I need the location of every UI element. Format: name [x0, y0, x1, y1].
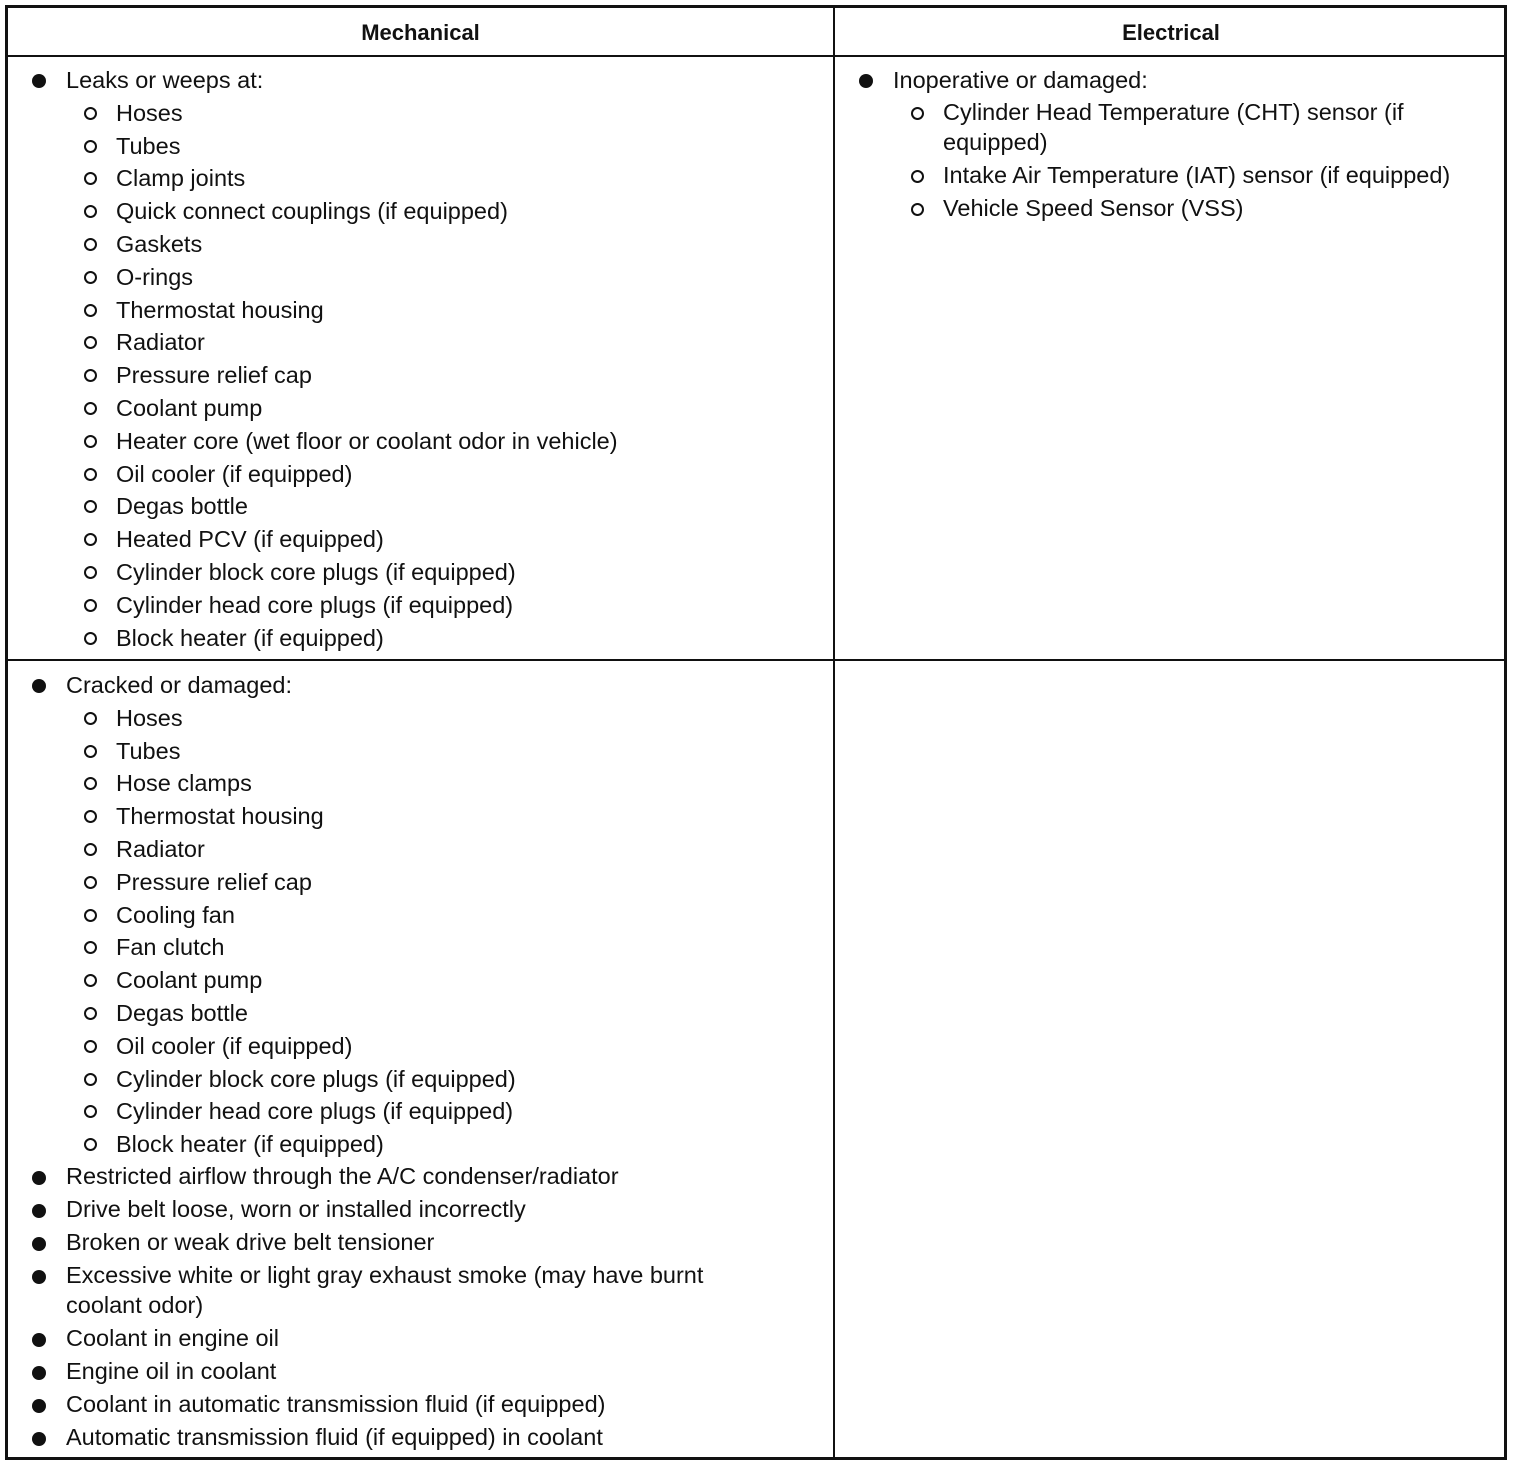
circle-bullet-icon — [84, 205, 97, 218]
list-item: Cylinder head core plugs (if equipped) — [8, 1095, 763, 1128]
list-item: Engine oil in coolant — [8, 1356, 763, 1389]
header-divider — [8, 55, 1504, 57]
bullet-icon — [32, 1399, 46, 1413]
list-item: Quick connect couplings (if equipped) — [8, 195, 833, 228]
list-item: Coolant in automatic transmission fluid (if equipped) — [8, 1389, 763, 1422]
circle-bullet-icon — [84, 500, 97, 513]
list-item: Degas bottle — [8, 490, 833, 523]
circle-bullet-icon — [84, 271, 97, 284]
list-item: Radiator — [8, 326, 833, 359]
circle-bullet-icon — [84, 1007, 97, 1020]
list-item: Hose clamps — [8, 767, 763, 800]
circle-bullet-icon — [84, 843, 97, 856]
list-item: Block heater (if equipped) — [8, 622, 833, 655]
list-item: Restricted airflow through the A/C condenser/radiator — [8, 1161, 763, 1194]
list-item: Oil cooler (if equipped) — [8, 458, 833, 491]
circle-bullet-icon — [84, 941, 97, 954]
bullet-icon — [32, 1366, 46, 1380]
circle-bullet-icon — [84, 712, 97, 725]
list-item: Thermostat housing — [8, 294, 833, 327]
list-item: Hoses — [8, 97, 833, 130]
list-item: Cylinder Head Temperature (CHT) sensor (if equipped) — [835, 97, 1493, 160]
list-item: Inoperative or damaged: — [835, 64, 1493, 97]
list-item: Broken or weak drive belt tensioner — [8, 1227, 763, 1260]
bullet-icon — [32, 1432, 46, 1446]
list-item: Cylinder block core plugs (if equipped) — [8, 556, 833, 589]
circle-bullet-icon — [84, 810, 97, 823]
bullet-icon — [32, 679, 46, 693]
bullet-icon — [32, 74, 46, 88]
list-item: Fan clutch — [8, 931, 763, 964]
circle-bullet-icon — [84, 876, 97, 889]
circle-bullet-icon — [911, 170, 924, 183]
list-item: Coolant pump — [8, 392, 833, 425]
bullet-icon — [859, 74, 873, 88]
row1-mechanical-cell — [8, 64, 833, 654]
list-item: Automatic transmission fluid (if equipped) in coolant — [8, 1422, 763, 1455]
header-electrical: Electrical — [1122, 19, 1220, 45]
circle-bullet-icon — [911, 107, 924, 120]
circle-bullet-icon — [84, 777, 97, 790]
circle-bullet-icon — [84, 107, 97, 120]
row1-electrical-cell — [835, 64, 1507, 226]
circle-bullet-icon — [84, 238, 97, 251]
circle-bullet-icon — [84, 304, 97, 317]
list-item: Coolant pump — [8, 964, 763, 997]
circle-bullet-icon — [84, 1073, 97, 1086]
list-item: Cylinder head core plugs (if equipped) — [8, 589, 833, 622]
list-item: Gaskets — [8, 228, 833, 261]
list-item: Drive belt loose, worn or installed incorrectly — [8, 1194, 763, 1227]
circle-bullet-icon — [84, 1138, 97, 1151]
circle-bullet-icon — [84, 140, 97, 153]
circle-bullet-icon — [84, 336, 97, 349]
circle-bullet-icon — [84, 435, 97, 448]
list-item: Coolant in engine oil — [8, 1323, 763, 1356]
list-item: Intake Air Temperature (IAT) sensor (if equipped) — [835, 160, 1493, 193]
list-item: Tubes — [8, 735, 763, 768]
list-item: Cracked or damaged: — [8, 669, 763, 702]
list-item: Clamp joints — [8, 162, 833, 195]
list-item: Excessive white or light gray exhaust smoke (may have burnt coolant odor) — [8, 1260, 763, 1323]
circle-bullet-icon — [84, 974, 97, 987]
list-item: Oil cooler (if equipped) — [8, 1030, 763, 1063]
list-item: Pressure relief cap — [8, 359, 833, 392]
bullet-icon — [32, 1237, 46, 1251]
bullet-icon — [32, 1204, 46, 1218]
circle-bullet-icon — [84, 402, 97, 415]
list-item: Radiator — [8, 833, 763, 866]
row2-mechanical-cell — [8, 669, 833, 1455]
row-divider — [8, 659, 1504, 661]
list-item: Heater core (wet floor or coolant odor in vehicle) — [8, 425, 833, 458]
circle-bullet-icon — [84, 1040, 97, 1053]
circle-bullet-icon — [84, 172, 97, 185]
circle-bullet-icon — [84, 1105, 97, 1118]
list-item: Block heater (if equipped) — [8, 1128, 763, 1161]
circle-bullet-icon — [84, 632, 97, 645]
diagnosis-table — [5, 5, 1507, 1460]
bullet-icon — [32, 1171, 46, 1185]
circle-bullet-icon — [84, 566, 97, 579]
circle-bullet-icon — [84, 533, 97, 546]
circle-bullet-icon — [84, 909, 97, 922]
circle-bullet-icon — [84, 599, 97, 612]
circle-bullet-icon — [84, 745, 97, 758]
bullet-icon — [32, 1270, 46, 1284]
header-mechanical: Mechanical — [361, 19, 480, 45]
bullet-icon — [32, 1333, 46, 1347]
circle-bullet-icon — [84, 369, 97, 382]
list-item: O-rings — [8, 261, 833, 294]
list-item: Cylinder block core plugs (if equipped) — [8, 1063, 763, 1096]
list-item: Pressure relief cap — [8, 866, 763, 899]
list-item: Leaks or weeps at: — [8, 64, 833, 97]
list-item: Degas bottle — [8, 997, 763, 1030]
list-item: Thermostat housing — [8, 800, 763, 833]
list-item: Heated PCV (if equipped) — [8, 523, 833, 556]
list-item: Hoses — [8, 702, 763, 735]
list-item: Cooling fan — [8, 899, 763, 932]
circle-bullet-icon — [911, 203, 924, 216]
list-item: Vehicle Speed Sensor (VSS) — [835, 193, 1493, 226]
list-item: Tubes — [8, 130, 833, 163]
circle-bullet-icon — [84, 468, 97, 481]
